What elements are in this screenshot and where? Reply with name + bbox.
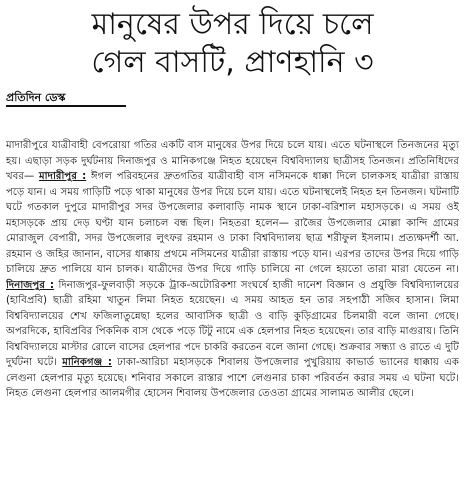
article-paragraph	[6, 138, 459, 402]
location-madaripur: মাদারীপুর :	[39, 171, 87, 182]
headline-line-1: মানুষের উপর দিয়ে চলে	[91, 7, 374, 42]
manikganj-report: ঢাকা-আরিচা মহাসড়কে শিবালয় উপজেলার পুখুরিয়ায় কাভার্ড ভ্যানের ধাক্কায় এক লেগুনা হেলপার মৃত্যু হয়েছে। শনিবার সকালে রাস্তার পাশে লেগুনার চাকা পরিবর্তন করার সময় এ ঘটনা ঘটে। নিহত লেগুনা হেলপার আলমগীর হোসেন শিবালয় উপজেলার তেওতা গ্রামের সালামত আলীর ছেলে।	[6, 357, 459, 399]
madaripur-report: ঈগল পরিবহনের দ্রুতগতির যাত্রীবাহী বাস নসিমনকে ধাক্কা দিলে চালকসহ যাত্রীরা রাস্তায় পড়ে যান। এ সময় গাড়িটি পড়ে থাকা মানুষের উপর দিয়ে চলে যায়। এতে ঘটনাস্থলেই নিহত হন তিনজন। ঘটনাটি ঘটে গতকাল দুপুরে মাদারীপুর সদর উপজেলার কলাবাড়ি নামক স্থানে ঢাকা-বরিশাল মহাসড়কে। এ সময় ওই মহাসড়কে প্রায় দেড় ঘণ্টা যান চলাচল বন্ধ ছিল। নিহতরা হলেন— রাজৈর উপজেলার মোল্লা কান্দি গ্রামের মোরাজুল বেপারী, সদর উপজেলার লুৎফর রহমান ও ঢাকা বিশ্ববিদ্যালয় ছাত্র শরীফুল ইসলাম। প্রত্যক্ষদর্শী আ. রহমান ও জহির জানান, বাসের ধাক্কায় প্রথমে নসিমনের যাত্রীরা রাস্তায় পড়ে যান। এরপর তাদের উপর দিয়ে গাড়ি চালিয়ে দ্রুত পালিয়ে যান চালক। যাত্রীদের উপর দিয়ে গাড়ি চালিয়ে না গেলে হয়তো তারা মারা যেতেন না।	[6, 171, 459, 275]
byline: প্রতিদিন ডেস্ক	[6, 91, 66, 104]
byline-underline	[6, 105, 126, 107]
location-manikganj: মানিকগঞ্জ :	[62, 357, 112, 368]
headline	[6, 6, 459, 82]
intro-text: মাদারীপুরে যাত্রীবাহী বেপরোয়া গতির একটি বাস মানুষের উপর দিয়ে চলে যায়। এতে ঘটনাস্থলে তিনজনের মৃত্যু হয়। এছাড়া সড়ক দুর্ঘটনায় দিনাজপুর ও মানিকগঞ্জে নিহত হয়েছেন বিশ্ববিদ্যালয় ছাত্রীসহ তিনজন। প্রতিনিধিদের খবর—	[6, 140, 459, 182]
article-body	[6, 138, 459, 488]
headline-line-2: গেল বাসটি, প্রাণহানি ৩	[91, 45, 374, 80]
byline-block	[6, 88, 459, 108]
location-dinajpur: দিনাজপুর :	[6, 279, 54, 291]
dinajpur-report: দিনাজপুর-ফুলবাড়ী সড়কে ট্রাক-অটোরিকশা সংঘর্ষে হাজী দানেশ বিজ্ঞান ও প্রযুক্তি বিশ্ববিদ্যালয়ের (হাবিপ্রবি) ছাত্রী রহিমা খাতুন লিমা নিহত হয়েছেন। এ সময় আহত হন তার সহপাঠী সজিব হাসান। লিমা বিশ্ববিদ্যালয়ের শেখ ফজিলাতুন্নেছা হলের আবাসিক ছাত্রী ও বাড়ি কুড়িগ্রামের চিলমারী বলে জানা গেছে। অপরদিকে, হাবিপ্রবির পিকনিক বাস থেকে পড়ে টিটু নামে এক হেলপার নিহত হয়েছেন। তার বাড়ি মাগুরায়। তিনি বিশ্ববিদ্যালয়ে মাস্টার রোলে বাসের হেলপার পদে চাকরি করতেন বলে জানা গেছে। শুক্রবার সন্ধ্যা ও রাতে এ দুটি দুর্ঘটনা ঘটে।	[6, 279, 459, 368]
